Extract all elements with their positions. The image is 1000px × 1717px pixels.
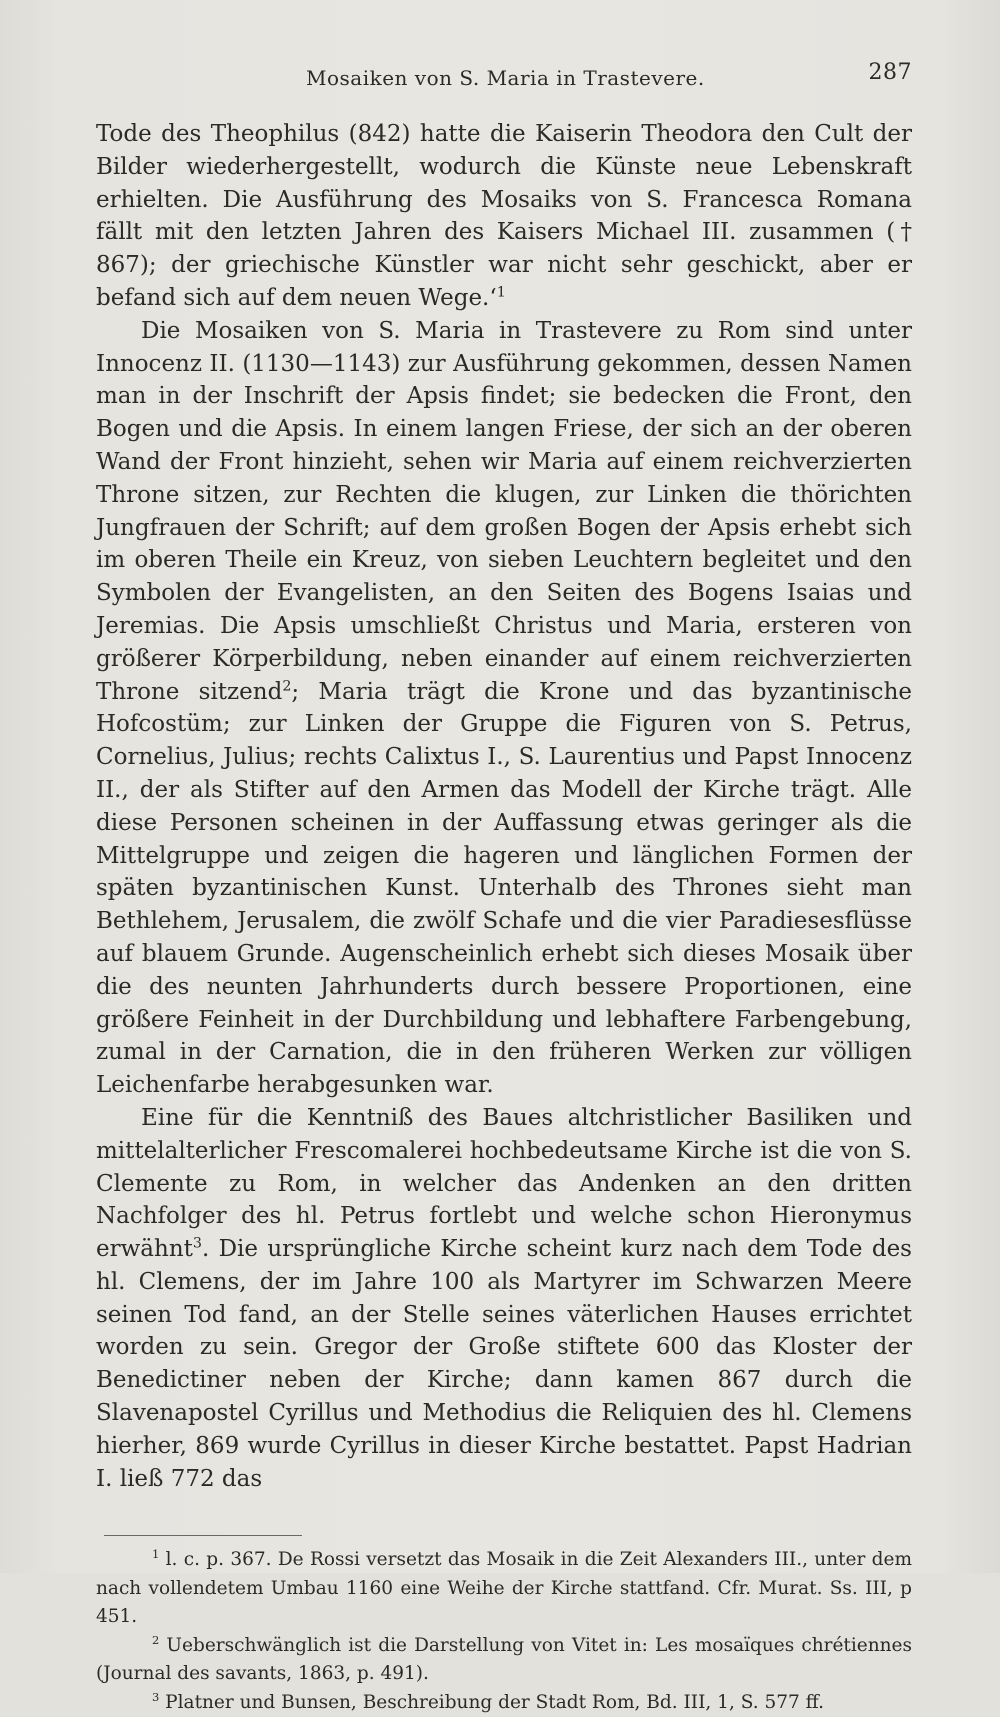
footnote-mark-1: 1 (152, 1547, 160, 1562)
footnote-1 (96, 1546, 912, 1632)
footnote-mark-2: 2 (152, 1632, 160, 1647)
paragraph-3 (96, 1102, 912, 1496)
page-number: 287 (868, 60, 912, 85)
paragraph-3-text-b: . Die ursprüngliche Kirche scheint kurz nach dem Tode des hl. Clemens, der im Jahre 100 als Martyrer im Schwarzen Meere seinen Tod fand, an der Stelle seines väterlichen Hauses errichtet worden zu sein. Gregor der Große stiftete 600 das Kloster der Benedictiner neben der Kirche; dann kamen 867 durch die Slavenapostel Cyrillus und Methodius die Reliquien des hl. Clemens hierher, 869 wurde Cyrillus in dieser Kirche bestattet. Papst Hadrian I. ließ 772 das (96, 1236, 912, 1492)
main-text (96, 118, 912, 1495)
paragraph-1 (96, 118, 912, 315)
paragraph-2-text-b: ; Maria trägt die Krone und das byzantinische Hofcostüm; zur Linken der Gruppe die Figuren von S. Petrus, Cornelius, Julius; rechts Calixtus I., S. Laurentius und Papst Innocenz II., der als Stifter auf den Armen das Modell der Kirche trägt. Alle diese Personen scheinen in der Auffassung etwas geringer als die Mittelgruppe und zeigen die hageren und länglichen Formen der späten byzantinischen Kunst. Unterhalb des Thrones sieht man Bethlehem, Jerusalem, die zwölf Schafe und die vier Paradiesesflüsse auf blauem Grunde. Augenscheinlich erhebt sich dieses Mosaik über die des neunten Jahrhunderts durch bessere Proportionen, eine größere Feinheit in der Durchbildung und lebhaftere Farbengebung, zumal in der Carnation, die in den früheren Werken zur völligen Leichenfarbe herabgesunken war. (96, 678, 912, 1099)
footnote-separator (104, 1535, 302, 1536)
paragraph-1-text: Tode des Theophilus (842) hatte die Kaiserin Theodora den Cult der Bilder wiederhergestellt, wodurch die Künste neue Lebenskraft erhielten. Die Ausführung des Mosaiks von S. Francesca Romana fällt mit den letzten Jahren des Kaisers Michael III. zusammen († 867); der griechische Künstler war nicht sehr geschickt, aber er befand sich auf dem neuen Wege.‘ (96, 121, 912, 311)
paragraph-3-text-a: Eine für die Kenntniß des Baues altchristlicher Basiliken und mittelalterlicher Frescomalerei hochbedeutsame Kirche ist die von S. Clemente zu Rom, in welcher das Andenken an den dritten Nachfolger des hl. Petrus fortlebt und welche schon Hieronymus erwähnt (96, 1104, 912, 1263)
footnote-ref-1: 1 (496, 284, 506, 301)
footnote-3 (96, 1689, 912, 1717)
footnote-2 (96, 1632, 912, 1689)
footnote-ref-2: 2 (282, 677, 292, 694)
footnote-2-text: Ueberschwänglich ist die Darstellung von Vitet in: Les mosaïques chrétiennes (Journal des savants, 1863, p. 491). (96, 1634, 912, 1685)
footnote-1-text: l. c. p. 367. De Rossi versetzt das Mosaik in die Zeit Alexanders III., unter dem nach vollendetem Umbau 1160 eine Weihe der Kirche stattfand. Cfr. Murat. Ss. III, p 451. (96, 1549, 912, 1628)
paragraph-2-text-a: Die Mosaiken von S. Maria in Trastevere zu Rom sind unter Innocenz II. (1130—1143) zur Ausführung gekommen, dessen Namen man in der Inschrift der Apsis findet; sie bedecken die Front, den Bogen und die Apsis. In einem langen Friese, der sich an der oberen Wand der Front hinzieht, sehen wir Maria auf einem reichverzierten Throne sitzen, zur Rechten die klugen, zur Linken die thörichten Jungfrauen der Schrift; auf dem großen Bogen der Apsis erhebt sich im oberen Theile ein Kreuz, von sieben Leuchtern begleitet und den Symbolen der Evangelisten, an den Seiten des Bogens Isaias und Jeremias. Die Apsis umschließt Christus und Maria, ersteren von größerer Körperbildung, neben einander auf einem reichverzierten Throne sitzend (96, 317, 912, 705)
footnote-ref-3: 3 (192, 1235, 202, 1252)
paragraph-2 (96, 315, 912, 1102)
footnotes (96, 1546, 912, 1717)
footnote-mark-3: 3 (152, 1689, 160, 1704)
running-title: Mosaiken von S. Maria in Trastevere. (306, 66, 705, 90)
running-head (96, 58, 912, 98)
footnote-3-text: Platner und Bunsen, Beschreibung der Stadt Rom, Bd. III, 1, S. 577 ff. (159, 1691, 825, 1713)
